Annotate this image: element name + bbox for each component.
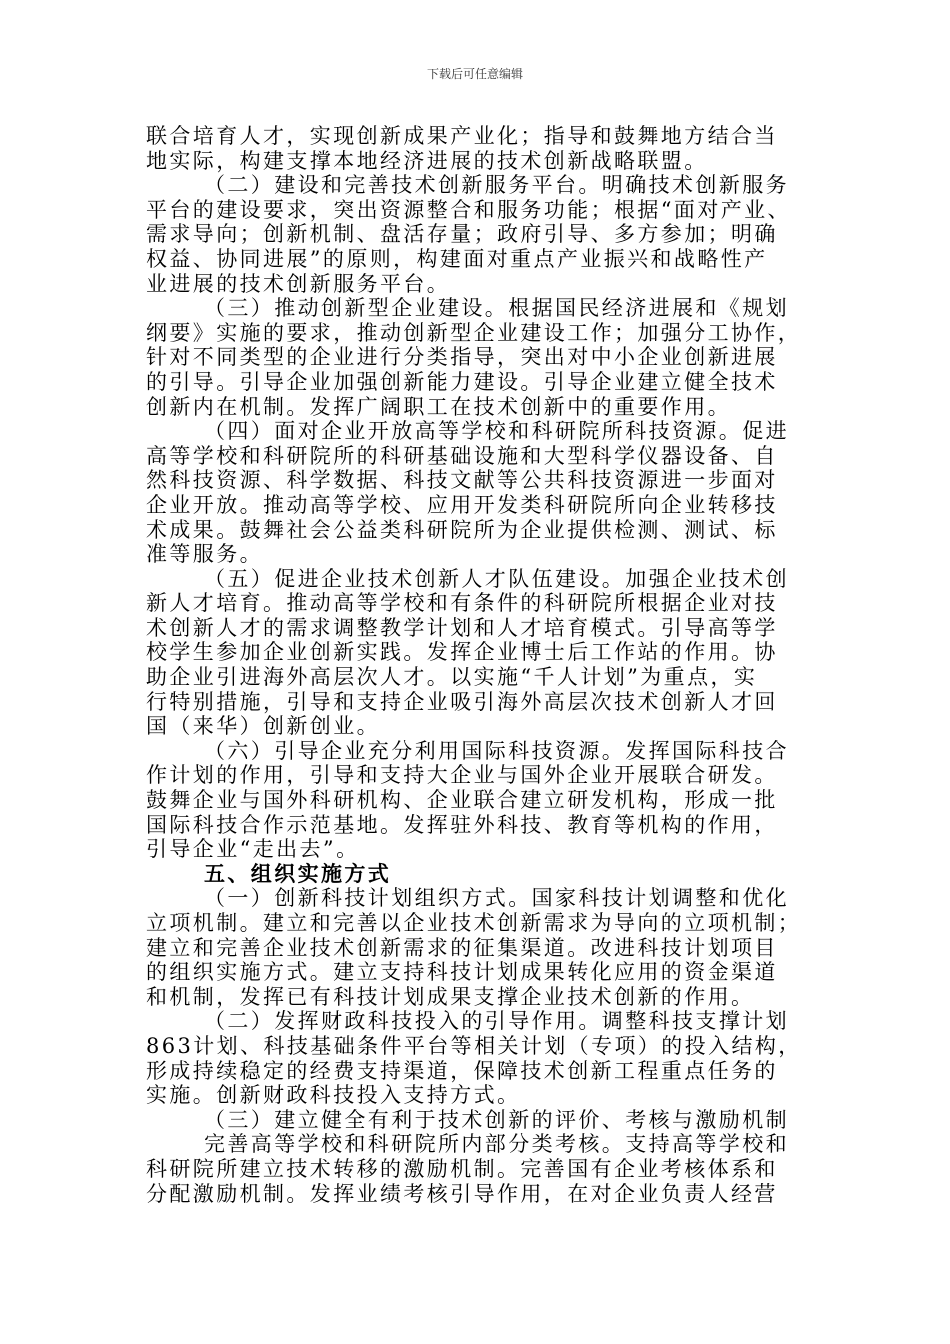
text-line: 建立和完善企业技术创新需求的征集渠道。改进科技计划项目 [146,935,778,960]
text-line: 实施。创新财政科技投入支持方式。 [146,1083,521,1108]
text-line: 术成果。鼓舞社会公益类科研院所为企业提供检测、测试、标 [146,517,778,542]
text-line: 国际科技合作示范基地。发挥驻外科技、教育等机构的作用， [146,812,778,837]
text-line: （五）促进企业技术创新人才队伍建设。加强企业技术创 [204,566,789,591]
text-line: （六）引导企业充分利用国际科技资源。发挥国际科技合 [204,738,789,763]
text-line: 作计划的作用，引导和支持大企业与国外企业开展联合研发。 [146,763,778,788]
text-line: 校学生参加企业创新实践。发挥企业博士后工作站的作用。协 [146,640,778,665]
page-header-note: 下载后可任意编辑 [426,67,523,81]
text-line: （二）发挥财政科技投入的引导作用。调整科技支撑计划 [204,1009,789,1034]
text-line: 行特别措施，引导和支持企业吸引海外高层次技术创新人才回 [146,689,778,714]
text-line: 完善高等学校和科研院所内部分类考核。支持高等学校和 [204,1132,789,1157]
text-line: （四）面对企业开放高等学校和科研院所科技资源。促进 [204,419,789,444]
text-line: 然科技资源、科学数据、科技文献等公共科技资源进一步面对 [146,468,778,493]
text-line: 的组织实施方式。建立支持科技计划成果转化应用的资金渠道 [146,960,778,985]
text-line: 国（来华）创新创业。 [146,714,380,739]
text-line: 立项机制。建立和完善以企业技术创新需求为导向的立项机制； [146,911,802,935]
text-line: （三）推动创新型企业建设。根据国民经济进展和《规划 [204,296,789,321]
text-line: 权益、协同进展”的原则，构建面对重点产业振兴和战略性产 [146,246,768,271]
text-line: 高等学校和科研院所的科研基础设施和大型科学仪器设备、自 [146,443,778,468]
text-line: （三）建立健全有利于技术创新的评价、考核与激励机制 [204,1107,789,1132]
text-line: 纲要》实施的要求，推动创新型企业建设工作；加强分工协作， [146,320,802,345]
text-line: 863计划、科技基础条件平台等相关计划（专项）的投入结构， [146,1033,802,1058]
text-line: 业进展的技术创新服务平台。 [146,271,451,296]
text-line: 需求导向；创新机制、盘活存量；政府引导、多方参加；明确 [146,222,778,247]
text-line: 准等服务。 [146,542,263,567]
text-line: 地实际，构建支撑本地经济进展的技术创新战略联盟。 [146,148,708,173]
text-line: 术创新人才的需求调整教学计划和人才培育模式。引导高等学 [146,615,778,640]
text-line: 鼓舞企业与国外科研机构、企业联合建立研发机构，形成一批 [146,788,778,813]
text-line: 平台的建设要求，突出资源整合和服务功能；根据“面对产业、 [146,197,791,222]
text-line: 企业开放。推动高等学校、应用开发类科研院所向企业转移技 [146,492,778,517]
text-line: （二）建设和完善技术创新服务平台。明确技术创新服务 [204,173,789,198]
document-body [146,124,810,1206]
text-line: 分配激励机制。发挥业绩考核引导作用，在对企业负责人经营 [146,1181,778,1206]
text-line: 和机制，发挥已有科技计划成果支撑企业技术创新的作用。 [146,984,755,1009]
text-line: 的引导。引导企业加强创新能力建设。引导企业建立健全技术 [146,369,778,394]
text-line: 联合培育人才，实现创新成果产业化；指导和鼓舞地方结合当 [146,124,778,148]
text-line: 针对不同类型的企业进行分类指导，突出对中小企业创新进展 [146,345,778,370]
text-line: 助企业引进海外高层次人才。以实施“千人计划”为重点，实 [146,665,758,690]
text-line: 引导企业“走出去”。 [146,837,360,862]
text-line: 科研院所建立技术转移的激励机制。完善国有企业考核体系和 [146,1156,778,1181]
text-line: （一）创新科技计划组织方式。国家科技计划调整和优化 [204,886,789,911]
text-line: 形成持续稳定的经费支持渠道，保障技术创新工程重点任务的 [146,1058,778,1083]
text-line: 创新内在机制。发挥广阔职工在技术创新中的重要作用。 [146,394,731,419]
text-line: 新人才培育。推动高等学校和有条件的科研院所根据企业对技 [146,591,778,616]
section-heading: 五、组织实施方式 [204,861,392,886]
